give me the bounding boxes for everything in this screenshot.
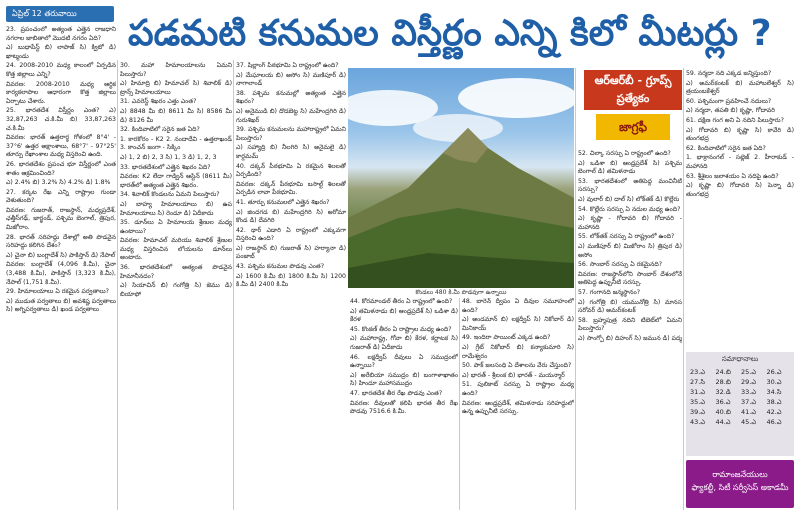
text-paragraph: ఎ) హిమాద్రి బి) హిమాచల్ సి) శివాలిక్ డి) ట్రాన్స్ హిమాలయాలు	[120, 80, 232, 96]
text-paragraph: 37. షిల్లాంగ్ పీఠభూమి ఏ రాష్ట్రంలో ఉంది?	[236, 62, 339, 69]
text-paragraph: 45. కొంకణ్ తీరం ఏ రాష్ట్రాల మధ్య ఉంది?	[350, 325, 452, 333]
text-paragraph: ఎ) వులార్ బి) దాల్ సి) లోక్‌తక్ డి) కొల్లేరు	[578, 195, 680, 203]
text-paragraph: 53. భారతదేశంలో అతిపెద్ద మంచినీటి సరస్సు?	[578, 177, 682, 194]
text-paragraph: 1. భాక్రానంగల్ - సట్లెజ్ 2. హీరాకుడ్ - మహానది	[686, 154, 794, 170]
text-paragraph: ఎ) మహారాష్ట్ర, గోవా బి) కేరళ, కర్ణాటక సి) గుజరాత్ డి) ఏదీకాదు	[350, 335, 458, 351]
answer-key-title: సమాధానాలు	[721, 355, 759, 363]
text-paragraph: 30. మహా హిమాలయాలను ఏమని పిలుస్తారు?	[120, 62, 232, 78]
author-box	[686, 460, 794, 508]
text-paragraph: ఎ) జిందగడ బి) మహేంద్రగిరి సి) అరోమా కొండ డి) దేవగిరి	[236, 208, 346, 225]
text-paragraph: వివరణ: దీవులతో కలిపి భారత తీర రేఖ పొడవు 7516.6 కి.మీ.	[350, 399, 458, 416]
text-paragraph: ఎ) ఒడిశా బి) ఆంధ్రప్రదేశ్ సి) పశ్చిమ బెంగాల్ డి) తమిళనాడు	[578, 159, 682, 176]
text-paragraph: 23. ప్రపంచంలో అత్యంత ఎత్తైన రాజధాని నగరాల జాబితాలో మొదటి నగరం ఏది?	[6, 26, 116, 42]
answer-item: 32.డి	[715, 388, 731, 396]
text-paragraph: ఎ) అమర్‌కంటక్ బి) మహాబలేశ్వర్ సి) త్రయంబకేశ్వర్	[686, 79, 794, 96]
author-role: ఫ్యాకల్టీ, సిటీ సర్వీసెస్ అకాడమీ	[691, 483, 789, 492]
text-paragraph: 52. చిల్కా సరస్సు ఏ రాష్ట్రంలో ఉంది?	[578, 150, 671, 157]
text-paragraph: 28. భారత్ సరిహద్దు దేశాల్లో అతి పొడవైన సరిహద్దు కలిగిన దేశం?	[6, 233, 116, 250]
answer-item: 41.ఎ	[741, 408, 756, 416]
dateline-banner: ఏప్రిల్ 12 తరువాయి	[6, 6, 114, 22]
text-paragraph: ఎ) భారత్ - శ్రీలంక బి) భారత్ - మయన్మార్	[462, 371, 565, 379]
answer-item: 30.ఎ	[766, 378, 782, 386]
text-paragraph: వివరణ: 2008-2010 మధ్య ఆర్థిక కార్యకలాపాల ఆధారంగా కొత్త జిల్లాలు ఏర్పాటు చేశారు.	[6, 80, 116, 105]
answer-item: 37.ఎ	[741, 398, 756, 406]
text-paragraph: ఎ) చైనా బి) బంగ్లాదేశ్ సి) పాకిస్తాన్ డి) నేపాల్	[6, 251, 116, 259]
text-paragraph: 44. కోరమాండల్ తీరం ఏ రాష్ట్రంలో ఉంది?	[350, 298, 453, 305]
text-paragraph: ఎ) సహ్యాద్రి బి) నీలగిరి సి) అనైమలై డి) కార్డమమ్	[236, 144, 346, 160]
answer-item: 42.ఎ	[766, 408, 782, 416]
text-paragraph: 35. డూన్‌లు ఏ హిమాలయ శ్రేణుల మధ్య ఉంటాయి?	[120, 219, 232, 235]
text-paragraph: వివరణ: హిమాచల్ మరియు శివాలిక్ శ్రేణుల మధ్య విస్తరించిన లోయలను డూన్‌లు అంటారు.	[120, 237, 232, 262]
text-column-3	[236, 62, 346, 510]
column-divider	[575, 68, 576, 510]
answer-item: 25.ఎ	[741, 368, 756, 376]
text-paragraph: ఎ) కృష్ణా బి) గోదావరి సి) పెన్నా డి) తుంగభద్ర	[686, 182, 794, 198]
text-paragraph: ఎ) మణిపూర్ బి) మిజోరాం సి) త్రిపుర డి) అసోం	[578, 242, 682, 259]
answer-item: 28.బి	[715, 378, 731, 386]
text-paragraph: ఎ) బాహ్య హిమాలయాలు బి) ఉప హిమాలయాలు సి) రెండూ డి) ఏదీకాదు	[120, 200, 232, 217]
text-paragraph: 33. భారతదేశంలో ఎత్తైన శిఖరం ఏది?	[120, 163, 211, 171]
column-divider	[459, 298, 460, 510]
text-paragraph: 31. ఎవరెస్ట్ శిఖరం ఎత్తు ఎంత?	[120, 98, 197, 106]
answer-item: 34.సి	[766, 388, 782, 396]
text-paragraph: వివరణ: K2 లేదా గాడ్విన్ ఆస్టిన్ (8611 మీ) భారత్‌లో అత్యంత ఎత్తైన శిఖరం.	[120, 173, 232, 189]
mountain-photo	[348, 68, 574, 288]
text-paragraph: ఎ) కృష్ణా - గోదావరి బి) గోదావరి - మహానది	[578, 215, 682, 231]
answer-item: 27.సి	[690, 378, 705, 386]
text-paragraph: 29. హిమాలయాలు ఏ రకమైన పర్వతాలు?	[6, 288, 109, 296]
text-paragraph: 25. భారతదేశ విస్తీర్ణం ఎంత? ఎ) 32,87,263 చ.కి.మీ బి) 33,87,263 చ.కి.మీ	[6, 107, 116, 132]
text-paragraph: 27. కర్కట రేఖ ఎన్ని రాష్ట్రాల గుండా వెళుతుంది?	[6, 188, 116, 205]
answer-key-grid	[690, 368, 790, 427]
text-paragraph: 46. లక్షద్వీప్ దీవులు ఏ సముద్రంలో ఉన్నాయి?	[350, 353, 458, 370]
text-column-2	[120, 62, 232, 510]
text-paragraph: ఎ) బుధాపేస్ట్ బి) లాపాజ్ సి) క్విటో డి) ఖాట్మండు	[6, 44, 116, 60]
text-paragraph: 41. తూర్పు కనుమలలో ఎత్తైన శిఖరం?	[236, 198, 330, 206]
text-paragraph: వివరణ: దక్కన్ పీఠభూమి బసాల్ట్ శిలలతో ఏర్పడిన లావా పీఠభూమి.	[236, 180, 346, 197]
answer-item: 35.ఎ	[690, 398, 705, 406]
answer-item: 24.బి	[715, 368, 731, 376]
text-paragraph: 1. కారకోరం - K2 2. నందాదేవి - ఉత్తరాఖండ్ 3. కాంచన్ జంగా - సిక్కిం	[120, 135, 232, 152]
text-paragraph: ఎ) గ్రేట్ నికోబార్ బి) కన్యాకుమారి సి) రామేశ్వరం	[462, 343, 574, 360]
photo-caption: కొండలు 480 కి.మీ పొడవుగా ఉన్నాయి	[415, 289, 507, 296]
text-paragraph: ఎ) 1, 2 బి) 2, 3 సి) 1, 3 డి) 1, 2, 3	[120, 153, 217, 161]
text-paragraph: వివరణ: ఆంధ్రప్రదేశ్, తమిళనాడు సరిహద్దులో ఉన్న ఉప్పునీటి సరస్సు.	[462, 399, 574, 416]
text-paragraph: 38. పశ్చిమ కనుమల్లో అత్యంత ఎత్తైన శిఖరం?	[236, 89, 346, 106]
text-paragraph: 54. కొల్లేరు సరస్సు ఏ నదుల మధ్య ఉంది?	[578, 205, 681, 213]
text-paragraph: 34. శివాలిక్ కొండలను ఏమని పిలుస్తారు?	[120, 191, 220, 199]
answer-item: 26.ఎ	[766, 368, 782, 376]
text-column-5	[462, 298, 574, 510]
answer-item: 40.బి	[715, 408, 731, 416]
text-paragraph: ఎ) తమిళనాడు బి) ఆంధ్రప్రదేశ్ సి) ఒడిశా డి) కేరళ	[350, 307, 458, 324]
text-paragraph: 56. సాంబార్ సరస్సు ఏ రకమైనది?	[578, 261, 663, 269]
answer-item: 45.ఎ	[741, 418, 756, 426]
answer-item: 23.ఎ	[690, 368, 705, 376]
text-paragraph: 59. నర్మదా నది ఎక్కడ జన్మిస్తుంది?	[686, 70, 772, 77]
text-paragraph: వివరణ: గుజరాత్, రాజస్థాన్, మధ్యప్రదేశ్, ఛత్తీస్‌గఢ్, జార్ఖండ్, పశ్చిమ బెంగాల్, త్రిపుర, మిజోరాం.	[6, 206, 116, 232]
text-paragraph: ఎ) 8848 మీ బి) 8611 మీ సి) 8586 మీ డి) 8126 మీ	[120, 107, 232, 124]
text-paragraph: 40. దక్కన్ పీఠభూమి ఏ రకమైన శిలలతో ఏర్పడింది?	[236, 162, 346, 179]
text-paragraph: 24. 2008-2010 మధ్య కాలంలో ఏర్పడిన కొత్త జిల్లాలు ఎన్ని?	[6, 62, 116, 78]
answer-item: 31.ఎ	[690, 388, 705, 396]
answer-item: 44.ఎ	[715, 418, 731, 426]
text-paragraph: 47. భారతదేశ తీర రేఖ పొడవు ఎంత?	[350, 389, 443, 397]
text-paragraph: ఎ) సాంగ్పో బి) దిహంగ్ సి) జమున డి) పద్మ	[578, 334, 682, 342]
text-paragraph: 26. భారతదేశం ప్రపంచ భూ విస్తీర్ణంలో ఎంత శాతం ఆక్రమించింది?	[6, 160, 116, 177]
text-column-1	[6, 26, 116, 510]
text-paragraph: ఎ) 2.4% బి) 3.2% సి) 4.2% డి) 1.8%	[6, 179, 111, 187]
answer-item: 38.ఎ	[766, 398, 782, 406]
text-paragraph: వివరణ: రాజస్థాన్‌లోని సాంబార్ దేశంలోనే అతిపెద్ద ఉప్పునీటి సరస్సు.	[578, 270, 682, 287]
text-paragraph: ఎ) అనైముడి బి) దొడబెట్ట సి) మహేంద్రగిరి డి) గురుశిఖర్	[236, 107, 346, 124]
text-paragraph: 60. పశ్చిమంగా ప్రవహించే నదులు?	[686, 97, 772, 105]
text-column-4	[350, 298, 458, 510]
text-paragraph: 42. థార్ ఎడారి ఏ రాష్ట్రంలో ఎక్కువగా విస్తరించి ఉంది?	[236, 226, 346, 243]
text-paragraph: 63. శ్రీశైలం జలాశయం ఏ నదిపై ఉంది?	[686, 172, 779, 180]
text-paragraph: ఎ) అరేబియా సముద్రం బి) బంగాళాఖాతం సి) హిందూ మహాసముద్రం	[350, 371, 458, 388]
text-paragraph: 62. కిందివాటిలో సరైన జత ఏది?	[686, 144, 766, 152]
section-badge	[584, 70, 682, 144]
column-divider	[233, 60, 234, 510]
text-paragraph: ఎ) రాజస్థాన్ బి) గుజరాత్ సి) హర్యానా డి) పంజాబ్	[236, 244, 346, 261]
column-divider	[117, 60, 118, 510]
badge-exam-label: ఆర్‌ఆర్‌బీ - గ్రూప్స్ ప్రత్యేకం	[584, 70, 682, 110]
text-paragraph: 58. బ్రహ్మపుత్ర నదిని టిబెట్‌లో ఏమని పిలుస్తారు?	[578, 316, 682, 333]
answer-item: 39.ఎ	[690, 408, 705, 416]
text-paragraph: ఎ) మేఘాలయ బి) అసోం సి) మణిపూర్ డి) నాగాలాండ్	[236, 71, 346, 88]
answer-key-box	[686, 352, 794, 456]
column-divider	[683, 68, 684, 510]
text-paragraph: 57. గంగానది జన్మస్థానం?	[578, 288, 641, 296]
text-paragraph: 43. పశ్చిమ కనుమల పొడవు ఎంత?	[236, 263, 324, 271]
text-paragraph: ఎ) గోదావరి బి) కృష్ణా సి) కావేరి డి) తుంగభద్ర	[686, 126, 794, 143]
text-paragraph: 39. పశ్చిమ కనుమలను మహారాష్ట్రలో ఏమని పిలుస్తారు?	[236, 126, 346, 142]
mountain-illustration	[348, 68, 574, 288]
text-paragraph: 50. పాక్ జలసంధి ఏ దేశాలను వేరు చేస్తుంది?	[462, 362, 572, 370]
text-column-7	[686, 70, 794, 350]
text-paragraph: వివరణ: భారత్ ఉత్తరార్థ గోళంలో 8°4' - 37°6' ఉత్తర అక్షాంశాలు, 68°7' - 97°25' తూర్పు రేఖాంశాల మధ్య విస్తరించి ఉంది.	[6, 134, 116, 159]
badge-subject-label: జాగ్రఫీ	[596, 114, 670, 140]
text-paragraph: 51. పులికాట్ సరస్సు ఏ రాష్ట్రాల మధ్య ఉంది?	[462, 381, 574, 397]
answer-item: 43.ఎ	[690, 418, 705, 426]
text-paragraph: 61. దక్షిణ గంగ అని ఏ నదిని పిలుస్తారు?	[686, 116, 784, 124]
text-paragraph: 48. బారెన్ ద్వీపం ఏ దీవుల సమూహంలో ఉంది?	[462, 298, 574, 314]
text-paragraph: ఎ) నర్మదా, తపతి బి) కృష్ణా, గోదావరి	[686, 107, 775, 115]
text-paragraph: ఎ) 1600 కి.మీ బి) 1800 కి.మీ సి) 1200 కి.మీ డి) 2400 కి.మీ	[236, 272, 346, 289]
text-paragraph: ఎ) సియాచిన్ బి) గంగోత్రి సి) జెము డి) బియాఫో	[120, 282, 232, 298]
text-paragraph: ఎ) అండమాన్ బి) లక్షద్వీప్ సి) నికోబార్ డి) మినికాయ్	[462, 316, 574, 332]
text-paragraph: ఎ) గంగోత్రి బి) యమునోత్రి సి) మానస సరోవర్ డి) అమర్‌కంటక్	[578, 298, 682, 315]
text-paragraph: వివరణ: బంగ్లాదేశ్ (4,096 కి.మీ), చైనా (3,488 కి.మీ), పాకిస్తాన్ (3,323 కి.మీ), నేపాల్ (1,751 కి.మీ).	[6, 261, 116, 286]
page-title: పడమటి కనుమల విస్తీర్ణం ఎన్ని కిలో మీటర్లు ?	[128, 13, 772, 54]
text-paragraph: 32. కిందివాటిలో సరైన జత ఏది?	[120, 126, 200, 134]
answer-item: 46.ఎ	[766, 418, 782, 426]
text-paragraph: 49. ఇందిరా పాయింట్ ఎక్కడ ఉంది?	[462, 334, 551, 342]
author-name: రామాంజనేయులు	[712, 470, 768, 479]
text-column-6	[578, 150, 682, 510]
text-paragraph: ఎ) ముడుత పర్వతాలు బి) అవశిష్ట పర్వతాలు సి) అగ్నిపర్వతాలు డి) ఖండ పర్వతాలు	[6, 297, 116, 314]
answer-item: 33.ఎ	[741, 388, 756, 396]
answer-item: 36.ఎ	[715, 398, 731, 406]
text-paragraph: 55. లోక్‌తక్ సరస్సు ఏ రాష్ట్రంలో ఉంది?	[578, 233, 675, 241]
answer-item: 29.ఎ	[741, 378, 756, 386]
text-paragraph: 36. భారతదేశంలో అత్యంత పొడవైన హిమానీనదం?	[120, 264, 232, 280]
